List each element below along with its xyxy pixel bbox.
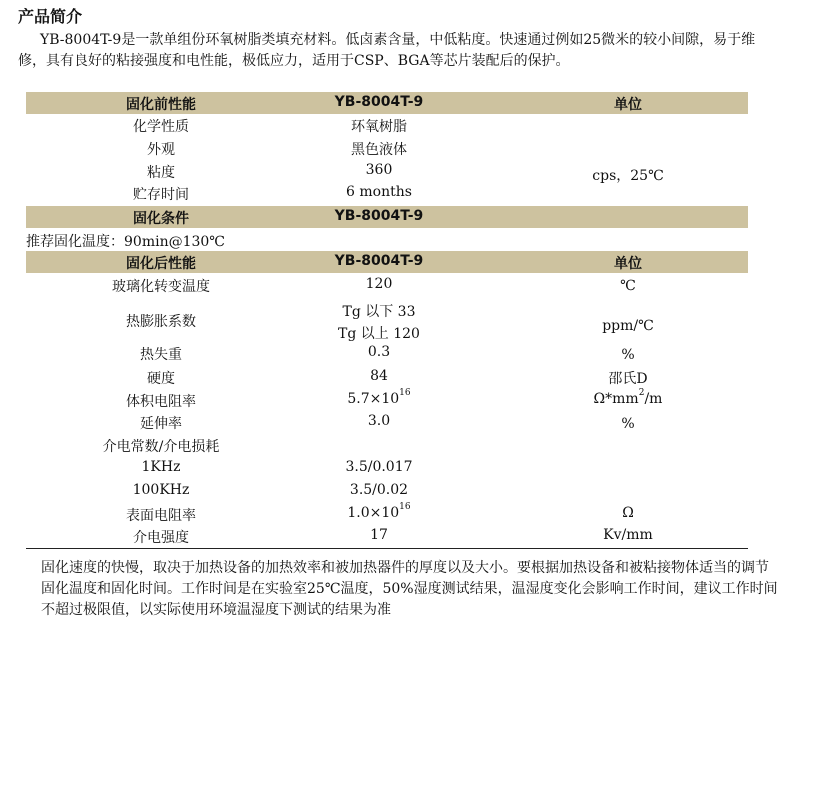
section-title: 产品简介 [18, 7, 83, 26]
row-name: 延伸率 [140, 416, 182, 432]
table-row [0, 503, 815, 525]
row-value: 17 [370, 527, 388, 543]
row-unit [558, 388, 698, 407]
row-unit: ℃ [620, 278, 636, 294]
row-name: 100KHz [132, 482, 190, 498]
post-header-property: 固化后性能 [126, 256, 196, 272]
row-value: 0.3 [367, 344, 391, 360]
row-value: 3.0 [367, 413, 391, 429]
pre-header-product: YB-8004T-9 [334, 94, 424, 110]
table-row [0, 182, 815, 204]
table-row [0, 114, 815, 136]
vr-unit-base: Ω*mm [593, 391, 639, 407]
vr-unit-tail: /m [644, 391, 663, 407]
pre-header-unit: 单位 [614, 97, 642, 113]
row-unit: Ω [622, 505, 634, 521]
row-unit: % [621, 416, 635, 432]
table-row [0, 321, 815, 343]
row-value: 360 [365, 162, 393, 178]
table-row [0, 389, 815, 411]
table-row [0, 525, 815, 547]
row-unit: ppm/℃ [602, 318, 654, 334]
row-name: 贮存时间 [133, 187, 189, 203]
row-value: 3.5/0.02 [349, 482, 409, 498]
row-value: 6 months [346, 184, 412, 200]
table-row [0, 342, 815, 364]
row-name: 玻璃化转变温度 [112, 279, 210, 295]
row-unit: Kv/mm [603, 527, 653, 543]
pre-header-property: 固化前性能 [126, 97, 196, 113]
row-name: 粘度 [147, 165, 175, 181]
table-row [0, 480, 815, 502]
table-row [0, 411, 815, 433]
cure-header-property: 固化条件 [133, 211, 189, 227]
row-value: 3.5/0.017 [345, 459, 413, 475]
vr-base: 5.7×10 [347, 391, 400, 407]
row-name: 介电常数/介电损耗 [102, 439, 220, 455]
row-value: 120 [365, 276, 393, 292]
vr-unit-exponent: 2 [638, 388, 645, 398]
sr-exponent: 16 [399, 502, 411, 512]
vr-exponent: 16 [399, 388, 411, 398]
row-name: 热失重 [140, 347, 182, 363]
row-value: Tg 以下 33 [342, 304, 416, 320]
row-value [289, 388, 469, 407]
row-name: 表面电阻率 [126, 508, 196, 524]
intro-paragraph: YB-8004T-9是一款单组份环氧树脂类填充材料。低卤素含量，中低粘度。快速通过例如25微米的较小间隙，易于维修，具有良好的粘接强度和电性能，极低应力，适用于CSP、BGA等芯片装配后的保护。 [18, 32, 756, 69]
row-name: 体积电阻率 [126, 394, 196, 410]
table-row [0, 137, 815, 159]
row-name: 1KHz [141, 459, 181, 475]
row-unit: cps，25℃ [592, 168, 664, 184]
table-row [0, 274, 815, 296]
cure-header [26, 206, 748, 228]
note-paragraph: 固化速度的快慢，取决于加热设备的加热效率和被加热器件的厚度以及大小。要根据加热设备和被粘接物体适当的调节固化温度和固化时间。工作时间是在实验室25℃温度，50%湿度测试结果，温湿度变化会影响工作时间，建议工作时间不超过极限值，以实际使用环境温湿度下测试的结果为准 [41, 560, 778, 618]
table-row [0, 434, 815, 456]
post-header-unit: 单位 [614, 256, 642, 272]
row-value: Tg 以上 120 [338, 326, 420, 342]
row-value: 黑色液体 [351, 142, 407, 158]
row-unit: 邵氏D [608, 371, 648, 387]
cure-recommend: 推荐固化温度：90min@130℃ [26, 234, 225, 250]
row-name: 硬度 [147, 371, 175, 387]
table-row [0, 366, 815, 388]
pre-cure-header [26, 92, 748, 114]
row-name: 介电强度 [133, 530, 189, 546]
table-row [0, 229, 815, 251]
row-value [289, 502, 469, 521]
table-row [0, 457, 815, 479]
cure-header-product: YB-8004T-9 [334, 208, 424, 224]
row-unit: % [621, 347, 635, 363]
row-value: 84 [370, 368, 388, 384]
sr-base: 1.0×10 [347, 505, 400, 521]
row-value: 环氧树脂 [351, 119, 407, 135]
table-bottom-rule [26, 548, 748, 549]
row-name: 化学性质 [133, 119, 189, 135]
row-name: 外观 [147, 142, 175, 158]
post-cure-header [26, 251, 748, 273]
post-header-product: YB-8004T-9 [334, 253, 424, 269]
row-name: 热膨胀系数 [126, 314, 196, 330]
